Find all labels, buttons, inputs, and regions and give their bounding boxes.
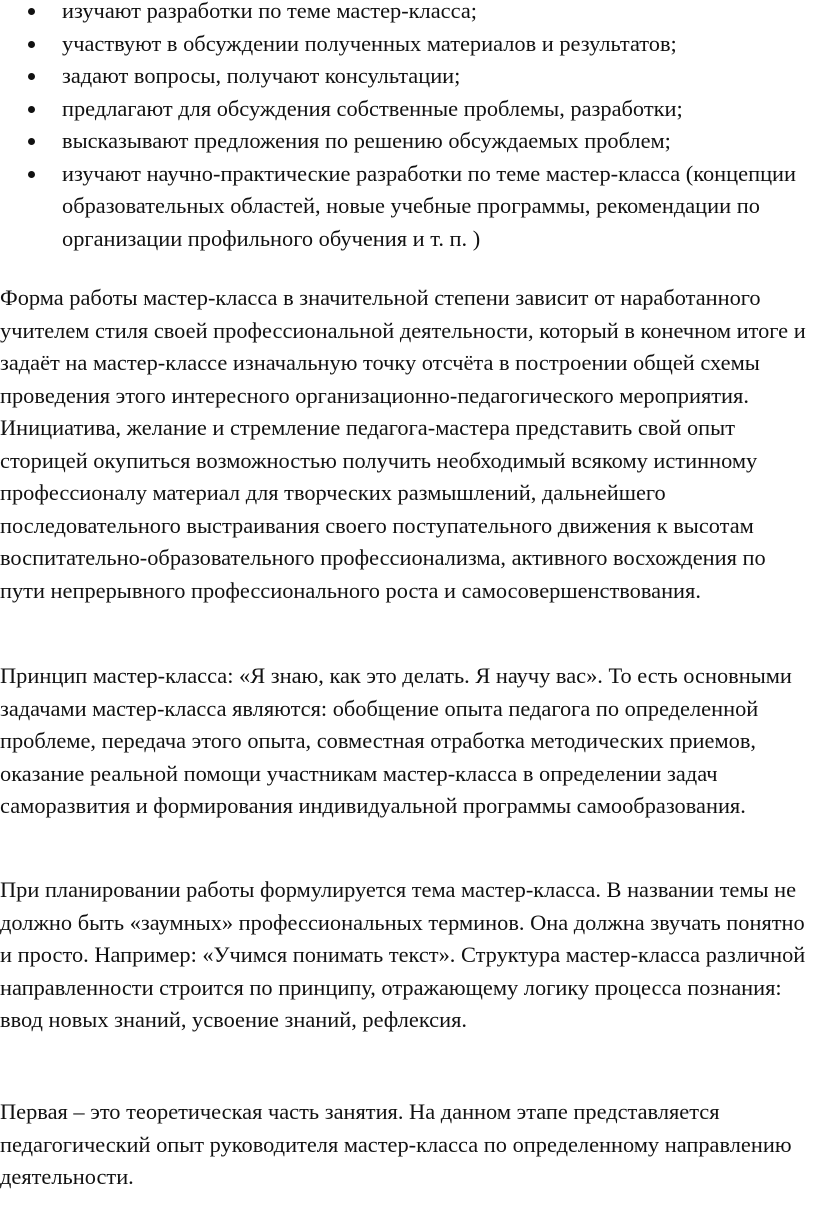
bullet-icon (28, 41, 35, 48)
list-item-text: изучают разработки по теме мастер-класса; (62, 0, 477, 23)
list-item (28, 93, 808, 126)
list-item-text: задают вопросы, получают консультации; (62, 63, 461, 88)
paragraph-theoretical-part: Первая – это теоретическая часть занятия. На данном этапе представляется педагогический опыт руководителя мастер-класса по определенному направлению деятельности. (0, 1099, 792, 1189)
list-item (28, 125, 808, 158)
bullet-icon (28, 8, 35, 15)
paragraph-master-class-principle: Принцип мастер-класса: «Я знаю, как это делать. Я научу вас». То есть основными задачами мастер-класса являются: обобщение опыта педагога по определенной проблеме, передача этого опыта, совместная отработка методических приемов, оказание реальной помощи участникам мастер-класса в определении задач саморазвития и формирования индивидуальной программы самообразования. (0, 663, 792, 818)
list-item-text: изучают научно-практические разработки по теме мастер-класса (концепции образовательных областей, новые учебные программы, рекомендации по организации профильного обучения и т. п. ) (62, 160, 797, 251)
list-item (28, 158, 808, 256)
list-item-text: высказывают предложения по решению обсуждаемых проблем; (62, 128, 671, 153)
list-item-text: предлагают для обсуждения собственные проблемы, разработки; (62, 95, 683, 121)
activity-bullet-list (28, 0, 808, 255)
paragraph-work-form: Форма работы мастер-класса в значительной степени зависит от наработанного учителем стиля своей профессиональной деятельности, который в конечном итоге и задаёт на мастер-классе изначальную точку отсчёта в построении общей схемы проведения этого интересного организационно-педагогического мероприятия. Инициатива, желание и стремление педагога-мастера представить свой опыт сторицей окупиться возможностью получить необходимый всякому истинному профессионалу материал для творческих размышлений, дальнейшего последовательного выстраивания своего поступательного движения к высотам воспитательно-образовательного профессионализма, активного восхождения по пути непрерывного профессионального роста и самосовершенствования. (0, 285, 806, 603)
bullet-icon (28, 106, 35, 113)
bullet-icon (28, 73, 35, 80)
bullet-icon (28, 171, 35, 178)
bullet-icon (28, 138, 35, 145)
list-item (28, 0, 808, 28)
list-item (28, 28, 808, 61)
list-item-text: участвуют в обсуждении полученных материалов и результатов; (62, 30, 677, 56)
list-item (28, 60, 808, 93)
paragraph-planning: При планировании работы формулируется тема мастер-класса. В названии темы не должно быть «заумных» профессиональных терминов. Она должна звучать понятно и просто. Например: «Учимся понимать текст». Структура мастер-класса различной направленности строится по принципу, отражающему логику процесса познания: ввод новых знаний, усвоение знаний, рефлексия. (0, 877, 806, 1032)
